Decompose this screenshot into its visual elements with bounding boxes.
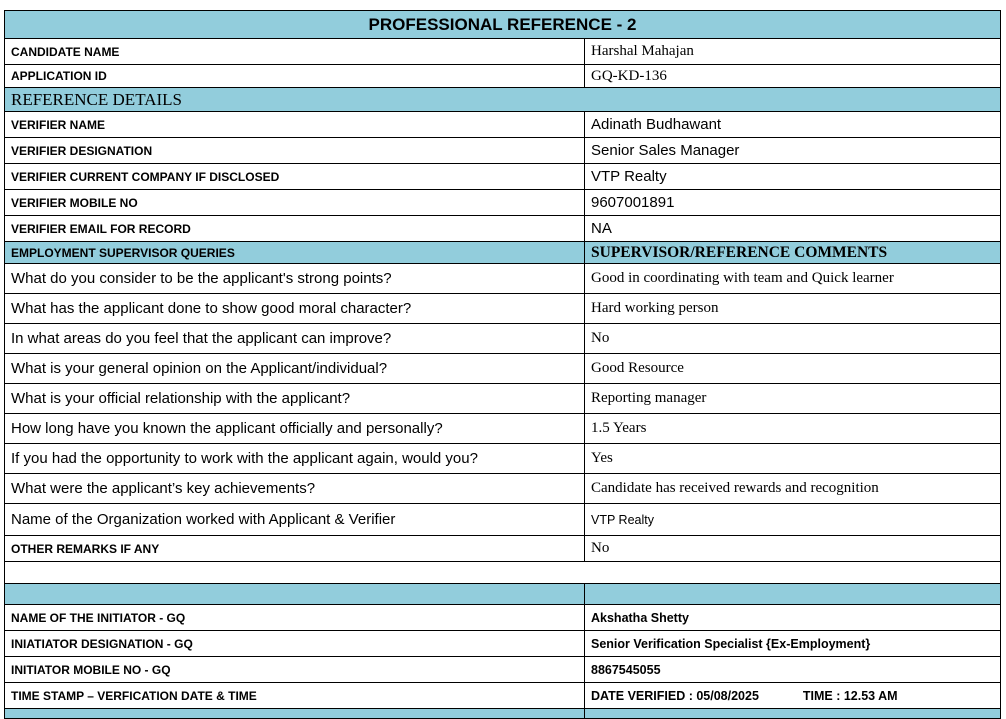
table-row [5, 444, 1001, 474]
timestamp-value [585, 683, 1001, 709]
query-answer: No [585, 324, 1001, 354]
initiator-designation-value: Senior Verification Specialist {Ex-Employment} [585, 631, 1001, 657]
application-id-label: APPLICATION ID [5, 65, 585, 88]
professional-reference-table [4, 10, 1001, 719]
query-text: What is your general opinion on the Applicant/individual? [5, 354, 585, 384]
query-text: What has the applicant done to show good moral character? [5, 294, 585, 324]
blue-footer-left [5, 709, 585, 719]
initiator-name-label: NAME OF THE INITIATOR - GQ [5, 605, 585, 631]
initiator-mobile-label: INITIATOR MOBILE NO - GQ [5, 657, 585, 683]
query-text: Name of the Organization worked with Applicant & Verifier [5, 504, 585, 536]
other-remarks-value: No [585, 536, 1001, 562]
queries-header: EMPLOYMENT SUPERVISOR QUERIES [5, 242, 585, 264]
verifier-designation-label: VERIFIER DESIGNATION [5, 138, 585, 164]
query-answer: Yes [585, 444, 1001, 474]
query-answer: 1.5 Years [585, 414, 1001, 444]
initiator-mobile-value: 8867545055 [585, 657, 1001, 683]
initiator-designation-label: INIATIATOR DESIGNATION - GQ [5, 631, 585, 657]
table-row [5, 414, 1001, 444]
query-answer: Good in coordinating with team and Quick learner [585, 264, 1001, 294]
verifier-name-value: Adinath Budhawant [585, 112, 1001, 138]
verifier-mobile-value: 9607001891 [585, 190, 1001, 216]
date-verified: DATE VERIFIED : 05/08/2025 [591, 688, 759, 703]
application-id-value: GQ-KD-136 [585, 65, 1001, 88]
timestamp-label: TIME STAMP – VERFICATION DATE & TIME [5, 683, 585, 709]
query-answer: Candidate has received rewards and recognition [585, 474, 1001, 504]
query-text: What were the applicant’s key achievements? [5, 474, 585, 504]
blue-spacer-left [5, 584, 585, 605]
reference-details-header: REFERENCE DETAILS [5, 88, 1001, 112]
table-row [5, 294, 1001, 324]
verifier-email-label: VERIFIER EMAIL FOR RECORD [5, 216, 585, 242]
query-text: If you had the opportunity to work with the applicant again, would you? [5, 444, 585, 474]
verifier-name-label: VERIFIER NAME [5, 112, 585, 138]
candidate-name-value: Harshal Mahajan [585, 39, 1001, 65]
query-text: In what areas do you feel that the applicant can improve? [5, 324, 585, 354]
query-answer: VTP Realty [585, 504, 1001, 536]
table-row [5, 354, 1001, 384]
query-answer: Reporting manager [585, 384, 1001, 414]
empty-row [5, 562, 1001, 584]
table-row [5, 504, 1001, 536]
verifier-company-value: VTP Realty [585, 164, 1001, 190]
table-row [5, 324, 1001, 354]
query-text: What is your official relationship with the applicant? [5, 384, 585, 414]
query-text: How long have you known the applicant officially and personally? [5, 414, 585, 444]
blue-footer-right [585, 709, 1001, 719]
verifier-designation-value: Senior Sales Manager [585, 138, 1001, 164]
candidate-name-label: CANDIDATE NAME [5, 39, 585, 65]
table-row [5, 264, 1001, 294]
time-verified: TIME : 12.53 AM [802, 688, 898, 703]
table-row [5, 474, 1001, 504]
other-remarks-label: OTHER REMARKS IF ANY [5, 536, 585, 562]
verifier-company-label: VERIFIER CURRENT COMPANY IF DISCLOSED [5, 164, 585, 190]
query-answer: Hard working person [585, 294, 1001, 324]
table-row [5, 384, 1001, 414]
verifier-mobile-label: VERIFIER MOBILE NO [5, 190, 585, 216]
comments-header: SUPERVISOR/REFERENCE COMMENTS [585, 242, 1001, 264]
query-answer: Good Resource [585, 354, 1001, 384]
page-title: PROFESSIONAL REFERENCE - 2 [5, 11, 1001, 39]
initiator-name-value: Akshatha Shetty [585, 605, 1001, 631]
verifier-email-value: NA [585, 216, 1001, 242]
query-text: What do you consider to be the applicant's strong points? [5, 264, 585, 294]
blue-spacer-right [585, 584, 1001, 605]
